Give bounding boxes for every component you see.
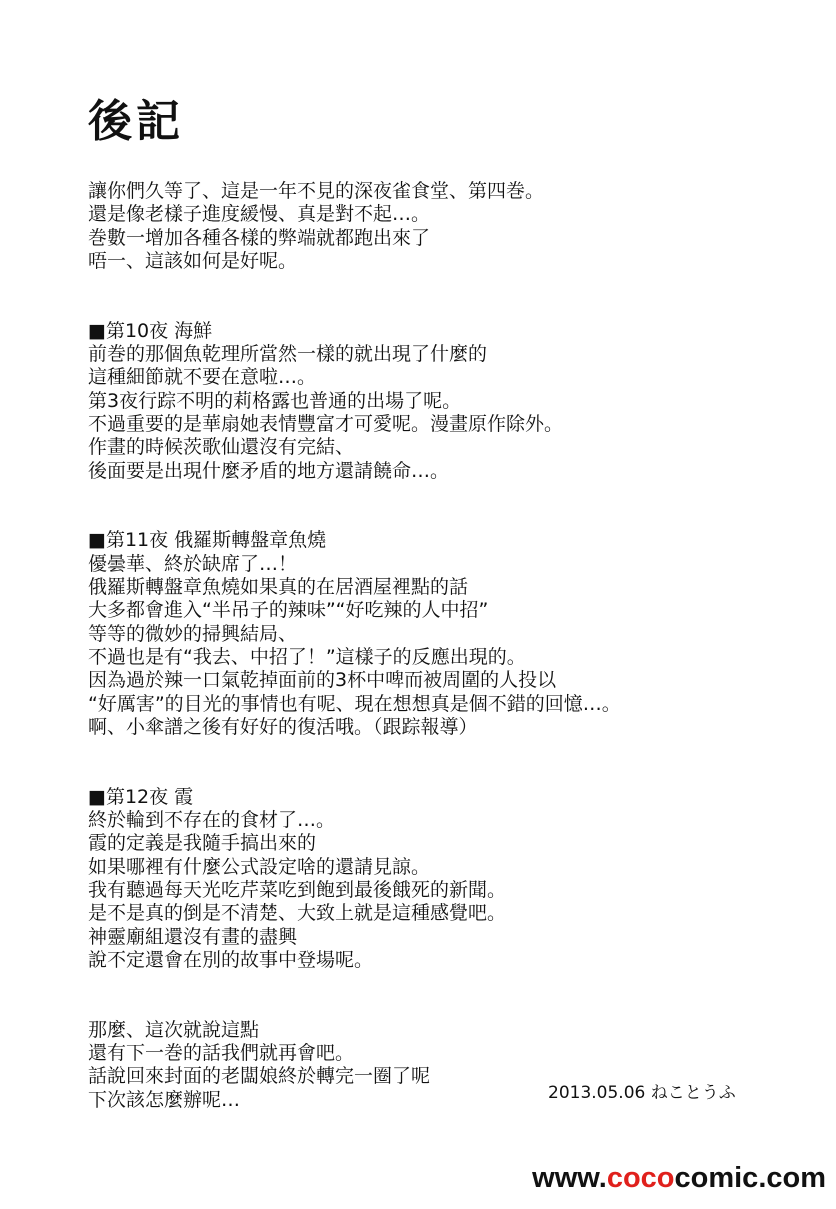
text-line: 啊、小傘譜之後有好好的復活哦。（跟踪報導） [88,715,478,738]
paragraph-gap [88,273,808,296]
signature-date: 2013.05.06 ねことうふ [548,1083,736,1103]
section-night-12 [88,786,808,972]
text-line: 如果哪裡有什麼公式設定啥的還請見諒。 [88,855,431,878]
paragraph-gap [88,972,808,995]
text-line: 因為過於辣一口氣乾掉面前的3杯中啤而被周圍的人投以 [88,669,557,692]
paragraph-gap [88,762,808,785]
text-line: 巻數一增加各種各樣的弊端就都跑出來了 [88,226,431,249]
intro-paragraph [88,180,808,273]
text-line: 我有聽過每天光吃芹菜吃到飽到最後餓死的新聞。 [88,878,507,901]
text-line: 還有下一巻的話我們就再會吧。 [88,1041,355,1064]
paragraph-gap [88,995,808,1018]
text-line: “好厲害”的目光的事情也有呢、現在想想真是個不錯的回憶…。 [88,692,621,715]
text-line: 霞的定義是我隨手搞出來的 [88,832,317,855]
text-line: 這種細節就不要在意啦…。 [88,366,317,389]
text-line: 不過重要的是華扇她表情豐富才可愛呢。漫畫原作除外。 [88,412,564,435]
text-line: 作畫的時候茨歌仙還沒有完結、 [88,436,355,459]
text-line: 那麼、這次就說這點 [88,1018,260,1041]
text-line: 大多都會進入“半吊子的辣味”“好吃辣的人中招” [88,599,489,622]
page-title: 後記 [88,96,184,147]
paragraph-gap [88,739,808,762]
text-line: 話說回來封面的老闆娘終於轉完一圈了呢 [88,1065,431,1088]
section-heading: ■第12夜 霞 [88,785,194,808]
site-watermark [532,1162,826,1195]
watermark-highlight: coco [606,1162,675,1194]
text-line: 讓你們久等了、這是一年不見的深夜雀食堂、第四巻。 [88,180,545,202]
text-line: 俄羅斯轉盤章魚燒如果真的在居酒屋裡點的話 [88,576,469,599]
text-line: 說不定還會在別的故事中登場呢。 [88,948,374,971]
text-line: 優曇華、終於缺席了…！ [88,552,298,575]
text-line: 神靈廟組還沒有畫的盡興 [88,925,298,948]
text-line: 還是像老樣子進度緩慢、真是對不起…。 [88,203,431,226]
paragraph-gap [88,296,808,319]
section-night-10 [88,320,808,483]
watermark-prefix: www. [532,1162,607,1194]
text-line: 不過也是有“我去、中招了！”這樣子的反應出現的。 [88,645,526,668]
section-heading: ■第10夜 海鮮 [88,319,213,342]
text-line: 下次該怎麼辦呢… [88,1088,241,1111]
text-line: 終於輪到不存在的食材了…。 [88,809,336,832]
text-line: 唔一、這該如何是好呢。 [88,249,298,272]
section-heading: ■第11夜 俄羅斯轉盤章魚燒 [88,529,327,552]
text-line: 後面要是出現什麼矛盾的地方還請饒命…。 [88,459,450,482]
section-night-11 [88,529,808,739]
paragraph-gap [88,483,808,506]
text-line: 是不是真的倒是不清楚、大致上就是這種感覺吧。 [88,902,507,925]
text-line: 等等的微妙的掃興結局、 [88,622,298,645]
watermark-suffix: comic.com [674,1162,826,1194]
text-line: 第3夜行踪不明的莉格露也普通的出場了呢。 [88,389,462,412]
afterword-body [88,180,808,1112]
paragraph-gap [88,506,808,529]
text-line: 前巻的那個魚乾理所當然一樣的就出現了什麼的 [88,343,488,366]
